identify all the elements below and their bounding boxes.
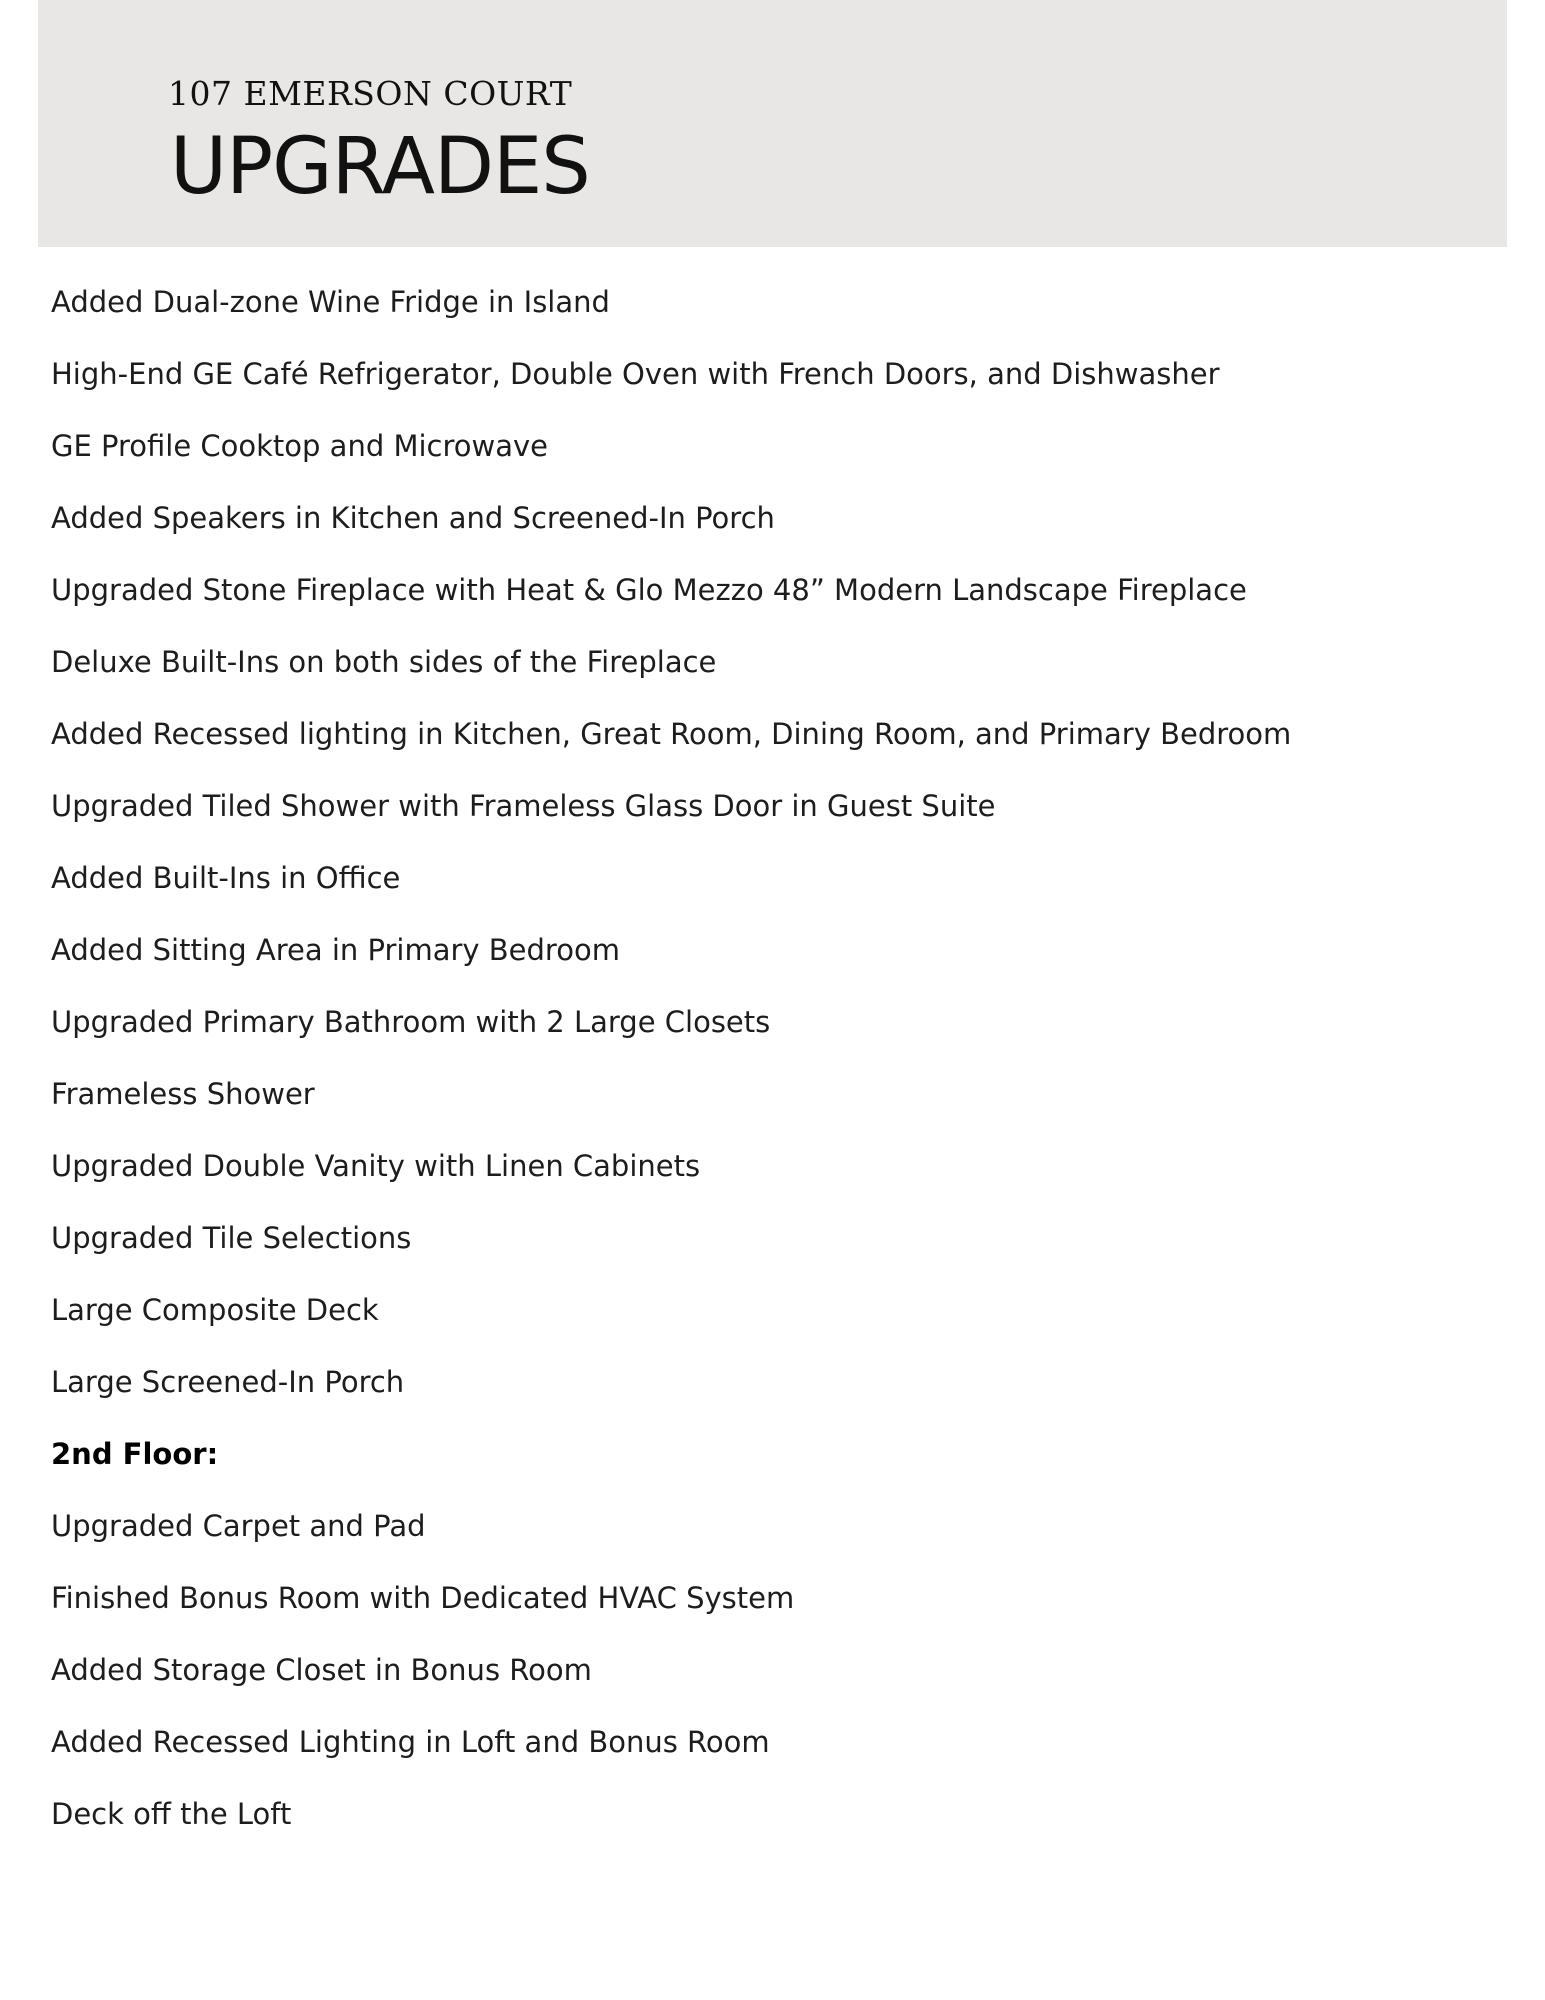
list-item: Added Dual-zone Wine Fridge in Island (51, 285, 610, 319)
list-item: Upgraded Primary Bathroom with 2 Large Closets (51, 1005, 771, 1039)
property-address: 107 EMERSON COURT (168, 74, 573, 113)
list-item: Large Composite Deck (51, 1293, 379, 1327)
section-heading-2nd-floor: 2nd Floor: (51, 1437, 219, 1471)
list-item: Finished Bonus Room with Dedicated HVAC System (51, 1581, 795, 1615)
list-item: Added Storage Closet in Bonus Room (51, 1653, 592, 1687)
list-item: Added Recessed Lighting in Loft and Bonus Room (51, 1725, 770, 1759)
list-item: Added Recessed lighting in Kitchen, Great Room, Dining Room, and Primary Bedroom (51, 717, 1292, 751)
list-item: Upgraded Carpet and Pad (51, 1509, 426, 1543)
list-item: Frameless Shower (51, 1077, 315, 1111)
list-item: Added Built-Ins in Office (51, 861, 401, 895)
list-item: Large Screened-In Porch (51, 1365, 405, 1399)
list-item: Deck off the Loft (51, 1797, 292, 1831)
list-item: GE Profile Cooktop and Microwave (51, 429, 548, 463)
list-item: High-End GE Café Refrigerator, Double Oven with French Doors, and Dishwasher (51, 357, 1220, 391)
list-item: Added Sitting Area in Primary Bedroom (51, 933, 620, 967)
list-item: Upgraded Double Vanity with Linen Cabinets (51, 1149, 701, 1183)
upgrades-list (51, 282, 1291, 1866)
list-item: Added Speakers in Kitchen and Screened-In Porch (51, 501, 775, 535)
list-item: Upgraded Stone Fireplace with Heat & Glo Mezzo 48” Modern Landscape Fireplace (51, 573, 1247, 607)
list-item: Upgraded Tiled Shower with Frameless Glass Door in Guest Suite (51, 789, 996, 823)
page-title: UPGRADES (170, 122, 590, 212)
list-item: Upgraded Tile Selections (51, 1221, 412, 1255)
list-item: Deluxe Built-Ins on both sides of the Fireplace (51, 645, 717, 679)
